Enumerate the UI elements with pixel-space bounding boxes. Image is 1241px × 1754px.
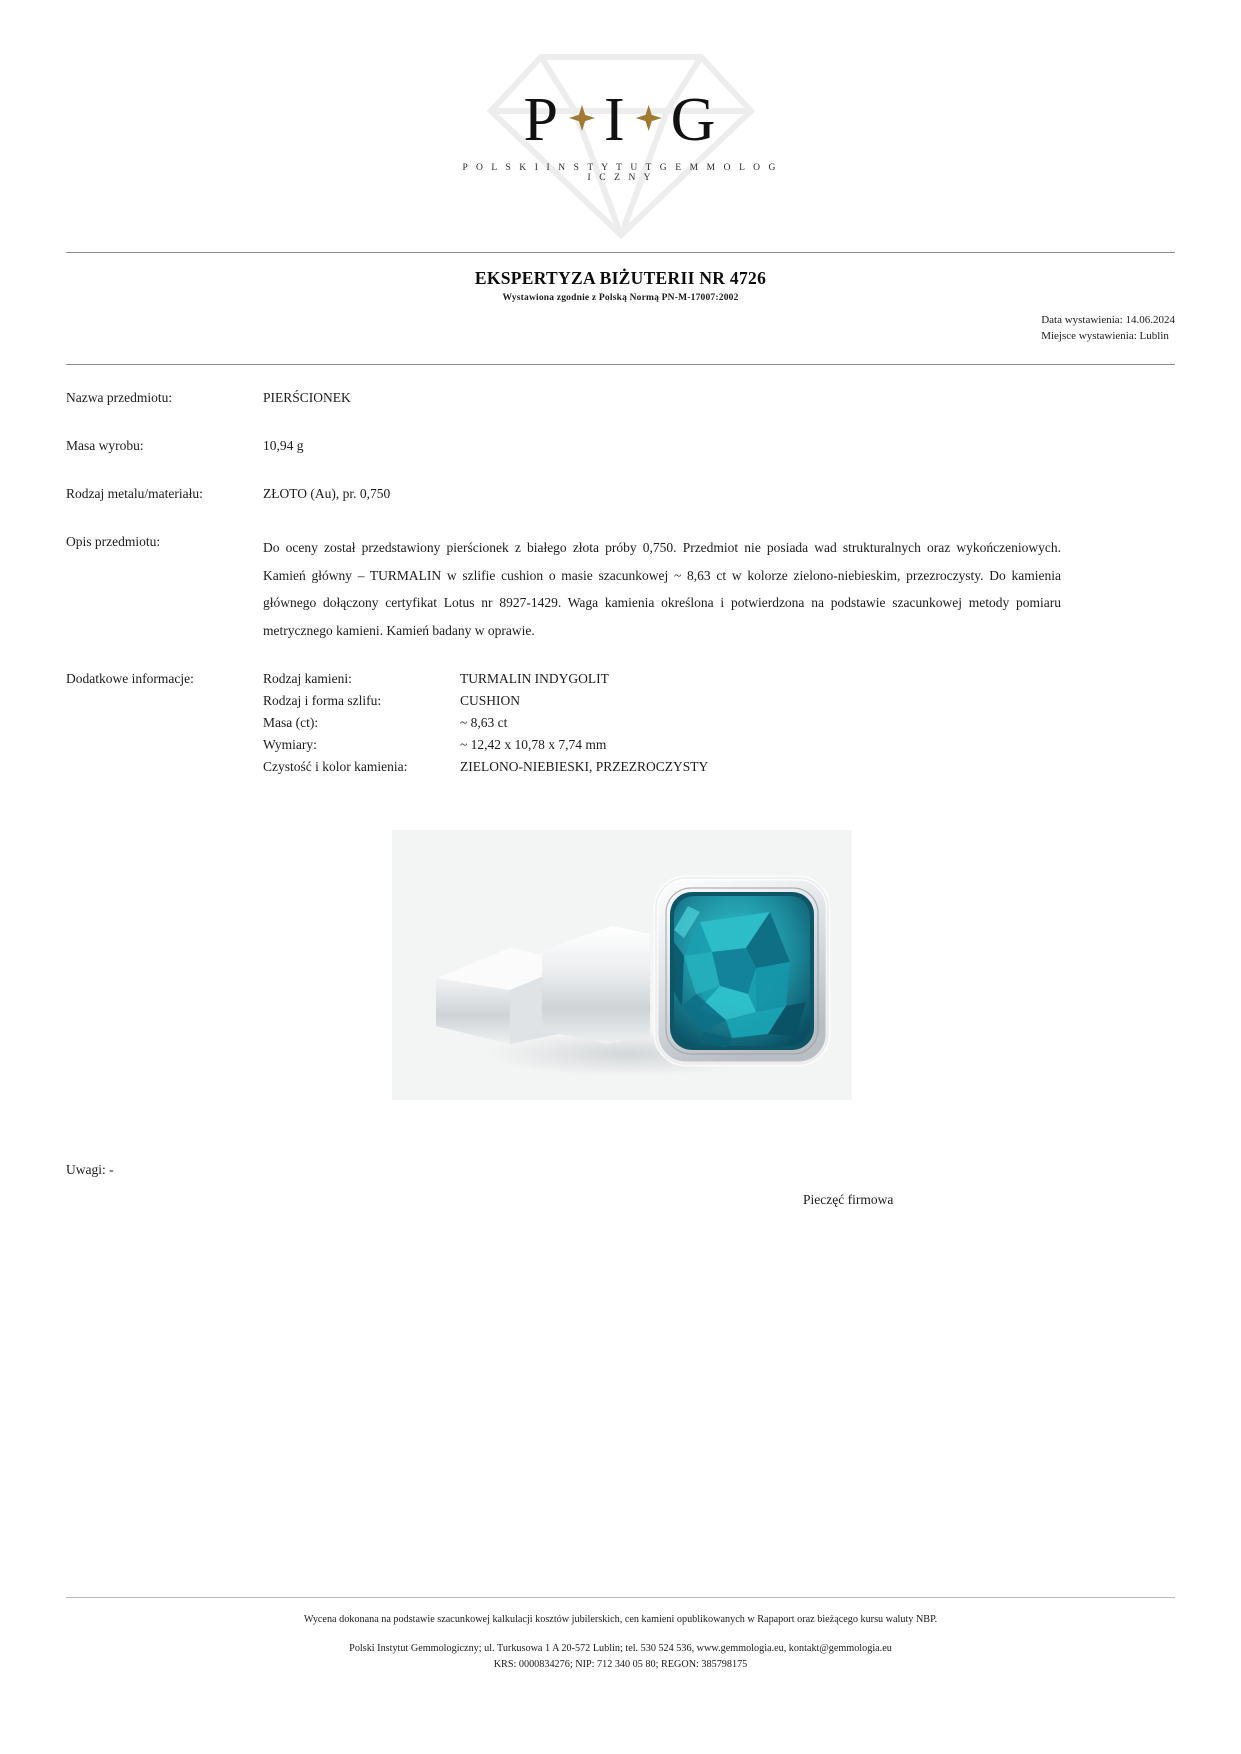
- ring-photograph: [392, 830, 852, 1100]
- document-subtitle: Wystawiona zgodnie z Polską Normą PN-M-17007:2002: [502, 293, 739, 303]
- additional-info-table: [263, 671, 1175, 781]
- divider-footer: [66, 1597, 1175, 1598]
- footer-spacer: [0, 1627, 1241, 1641]
- additional-info-row: [263, 737, 1175, 753]
- label-item-name: Nazwa przedmiotu:: [66, 390, 173, 405]
- logo-subtitle: P O L S K I I N S T Y T U T G E M M O L O G I C Z N Y: [462, 163, 779, 183]
- fields-section: [66, 390, 1175, 781]
- notes-uwagi: Uwagi: -: [66, 1162, 114, 1177]
- value-description: Do oceny został przedstawiony pierścionek z białego złota próby 0,750. Przedmiot nie posiada wad strukturalnych oraz wykończeniowych. Kamień główny – TURMALIN w szlifie cushion o masie szacunkowej ~ 8,63 ct w kolorze zielono-niebieskim, przezroczysty. Do kamienia głównego dołączony certyfikat Lotus nr 8927-1429. Waga kamienia określona i potwierdzona na podstawie szacunkowej metody pomiaru metrycznego kamieni. Kamień badany w oprawie.: [263, 540, 1061, 639]
- additional-info-key: Wymiary:: [263, 736, 317, 752]
- value-item-name: PIERŚCIONEK: [263, 390, 351, 405]
- diamond-dot-icon: [569, 105, 595, 131]
- divider-top: [66, 252, 1175, 253]
- label-description: Opis przedmiotu:: [66, 534, 161, 549]
- footer-valuation-note: Wycena dokonana na podstawie szacunkowej kalkulacji kosztów jubilerskich, cen kamieni opublikowanych w Rapaport oraz bieżącego kursu waluty NBP.: [303, 1614, 938, 1625]
- label-metal-type: Rodzaj metalu/materiału:: [66, 486, 203, 501]
- issue-place: Miejsce wystawienia: Lublin: [1041, 329, 1169, 342]
- additional-info-row: [263, 715, 1175, 731]
- footer-registration-numbers: KRS: 0000834276; NIP: 712 340 05 80; REGON: 385798175: [493, 1658, 748, 1670]
- additional-info-key: Rodzaj i forma szlifu:: [263, 692, 382, 708]
- additional-info-row: [263, 759, 1175, 775]
- additional-info-value: ~ 8,63 ct: [460, 714, 508, 730]
- field-row-additional-info: [66, 671, 1175, 781]
- additional-info-value: ~ 12,42 x 10,78 x 7,74 mm: [460, 736, 607, 752]
- document-title: EKSPERTYZA BIŻUTERII NR 4726: [474, 268, 767, 288]
- additional-info-key: Rodzaj kamieni:: [263, 670, 352, 686]
- issue-info: [1041, 313, 1175, 345]
- additional-info-value: TURMALIN INDYGOLIT: [460, 670, 609, 686]
- value-metal-type: ZŁOTO (Au), pr. 0,750: [263, 486, 391, 501]
- additional-info-row: [263, 693, 1175, 709]
- field-row-description: [66, 534, 1175, 645]
- label-additional-info: Dodatkowe informacje:: [66, 670, 194, 686]
- logo-lettermark: [461, 86, 781, 154]
- footer-block: [0, 1612, 1241, 1672]
- title-block: [0, 268, 1241, 303]
- footer-company-address: Polski Instytut Gemmologiczny; ul. Turkusowa 1 A 20-572 Lublin; tel. 530 524 536, www.gemmologia.eu, kontakt@gemmologia.eu: [349, 1643, 892, 1655]
- issue-date: Data wystawienia: 14.06.2024: [1041, 314, 1175, 326]
- company-stamp-label: Pieczęć firmowa: [803, 1192, 894, 1207]
- field-row-mass: [66, 438, 1175, 454]
- additional-info-value: ZIELONO-NIEBIESKI, PRZEZROCZYSTY: [460, 758, 709, 774]
- diamond-dot-icon: [636, 105, 662, 131]
- value-item-mass: 10,94 g: [263, 438, 304, 453]
- additional-info-key: Czystość i kolor kamienia:: [263, 758, 408, 774]
- logo-letter-i: I: [604, 86, 627, 154]
- field-row-metal: [66, 486, 1175, 502]
- logo-letter-g: G: [670, 86, 718, 154]
- institute-logo: [0, 48, 1241, 248]
- ring-photo-illustration: [392, 830, 852, 1100]
- label-item-mass: Masa wyrobu:: [66, 438, 144, 453]
- logo-letter-p: P: [523, 86, 561, 154]
- additional-info-row: [263, 671, 1175, 687]
- additional-info-value: CUSHION: [460, 692, 521, 708]
- additional-info-key: Masa (ct):: [263, 714, 319, 730]
- divider-middle: [66, 364, 1175, 365]
- field-row-name: [66, 390, 1175, 406]
